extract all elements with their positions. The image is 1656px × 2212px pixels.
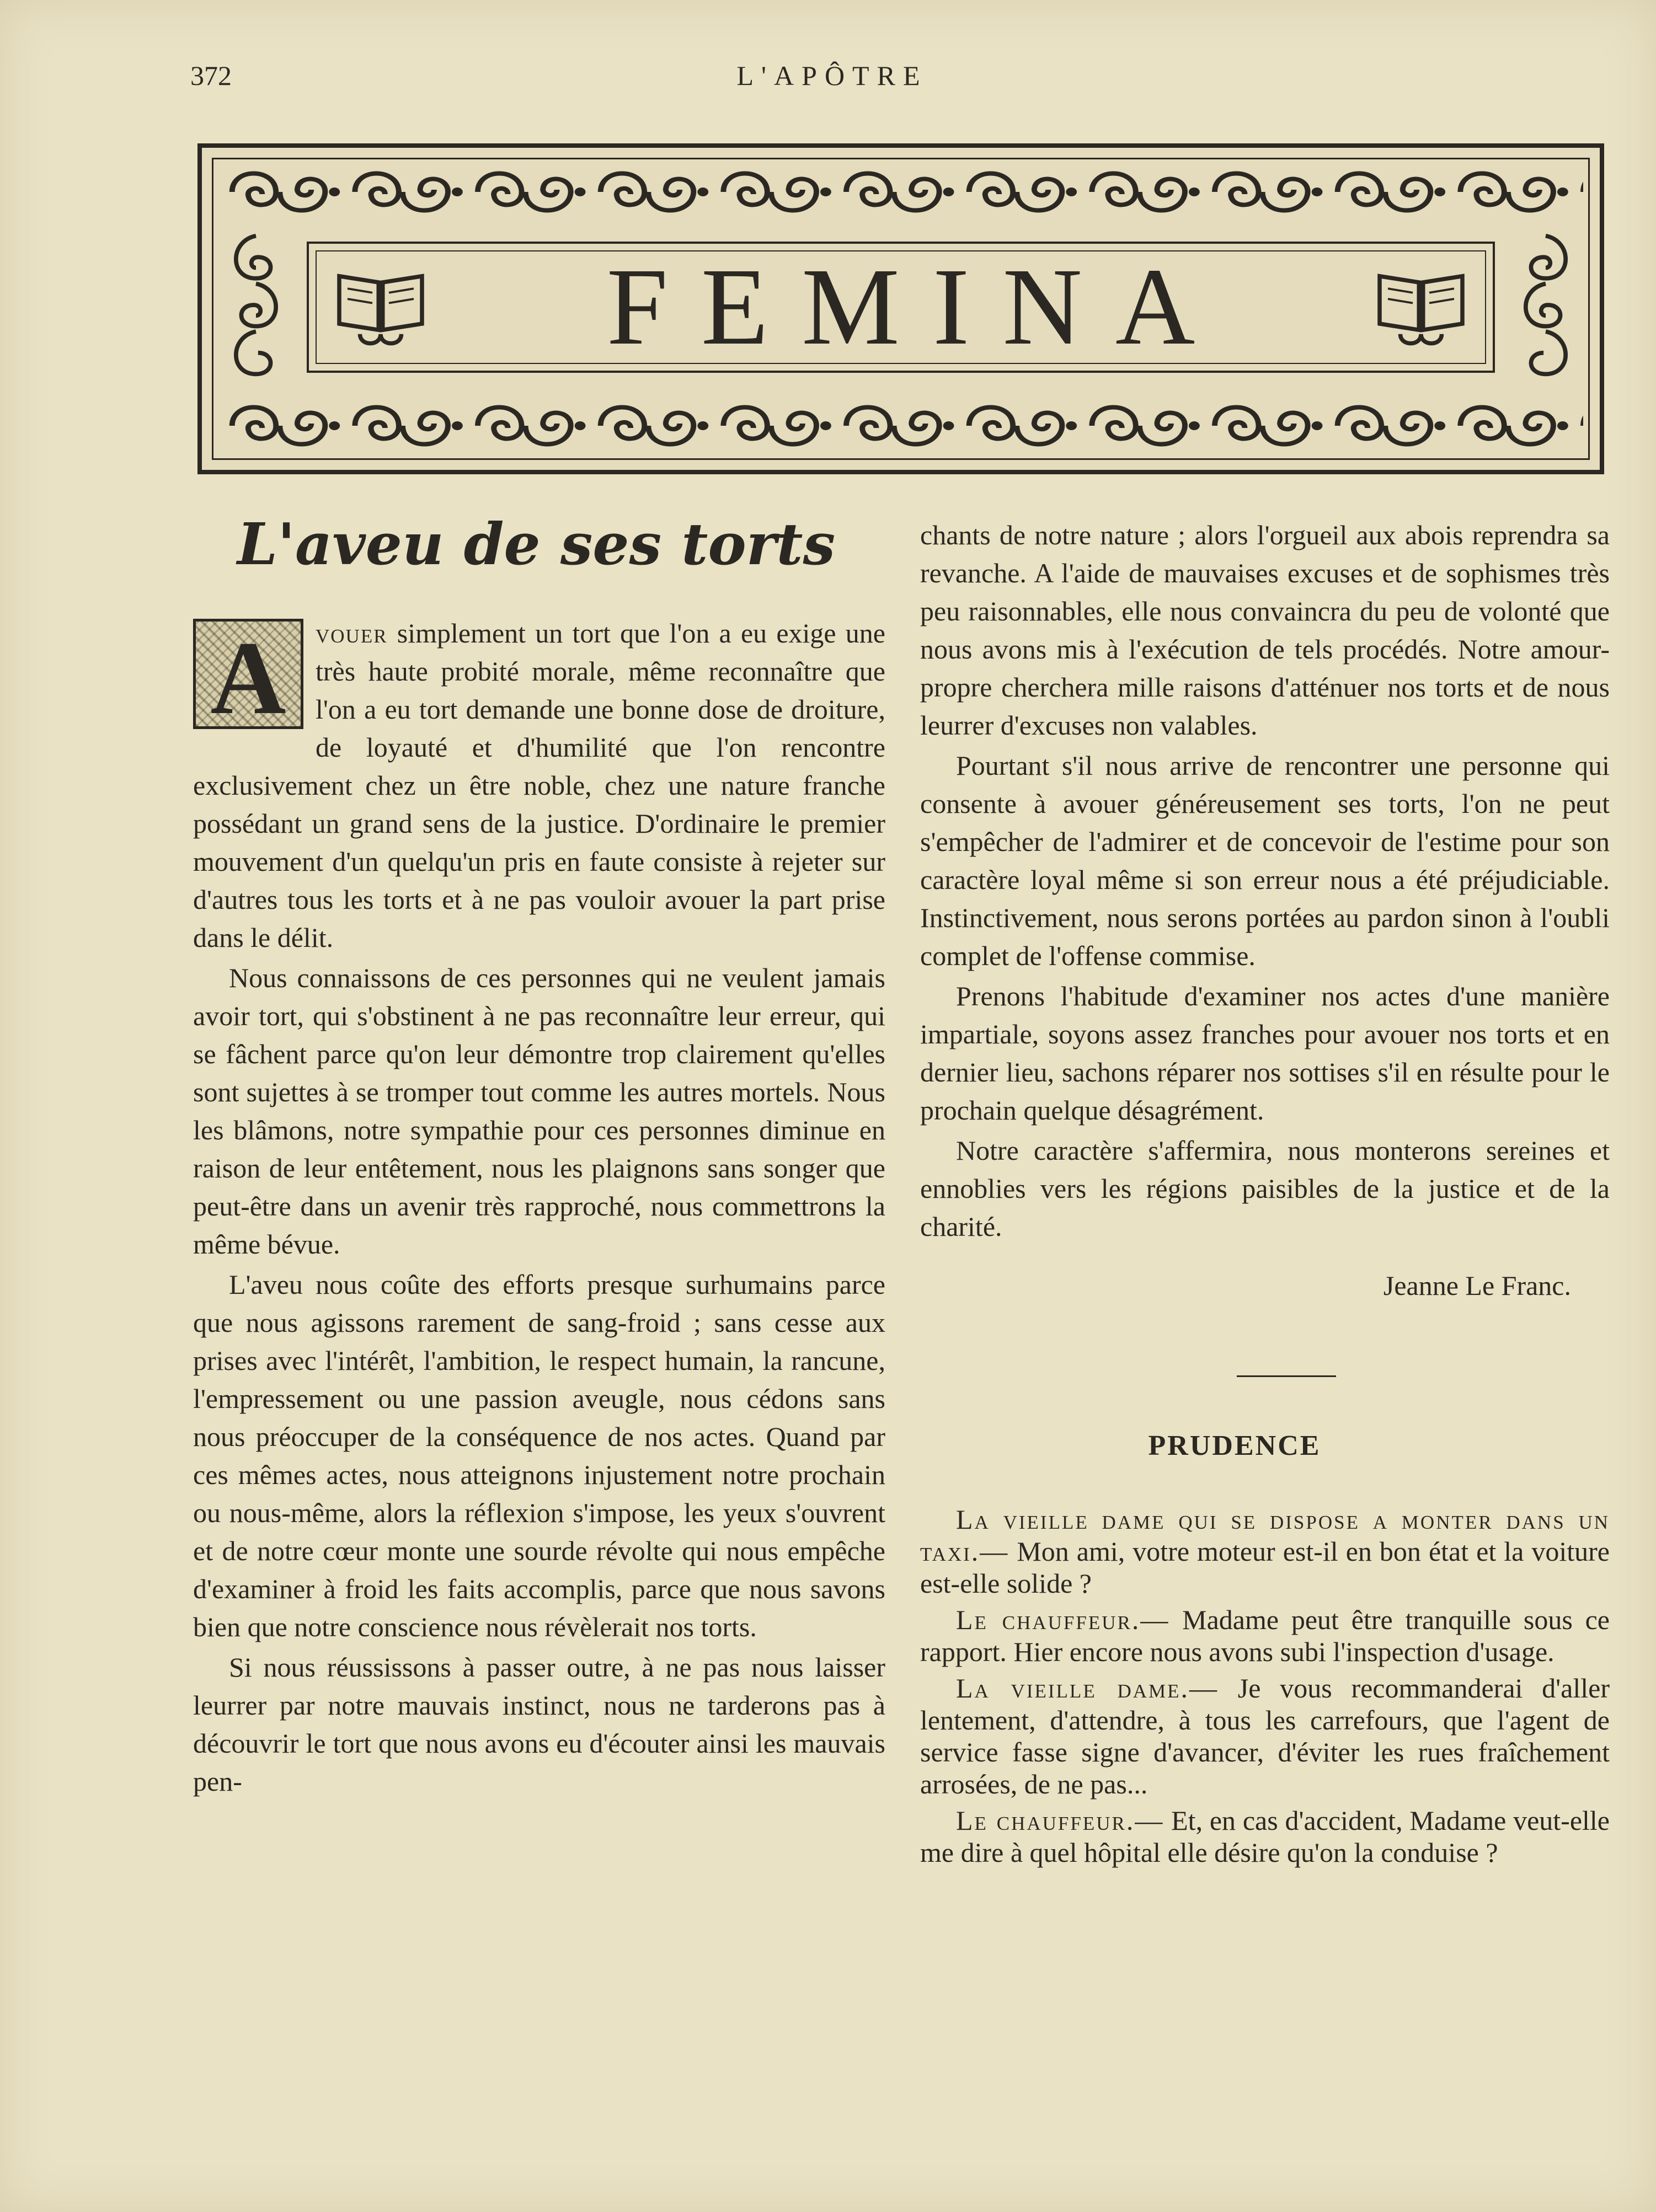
scroll-ornament-bottom [218, 393, 1583, 459]
paragraph: Nous connaissons de ces personnes qui ne veulent jamais avoir tort, qui s'obstinent à ne pas reconnaître leur erreur, qui se fâchent parce qu'on leur démontre trop clairement qu'elles sont sujettes à se tromper tout comme les autres mortels. Nous les blâmons, notre sympathie pour ces personnes diminue en raison de leur entêtement, nous les plaignons sans songer que peut-être dans un avenir très rapproché, nous commettrons la même bévue. [193, 962, 885, 1260]
first-paragraph-text: simplement un tort que l'on a eu exige une très haute probité morale, même reconnaître que l'on a eu tort demande une bonne dose de droiture, de loyauté et d'humilité que l'on rencontre exclusivement chez un être noble, chez une nature franche possédant un grand sens de la justice. D'ordinaire le premier mouvement d'un quelqu'un pris en faute consiste à rejeter sur d'autres tous les torts et à ne pas vouloir avouer la part prise dans le délit. [193, 618, 885, 954]
section-separator [1237, 1375, 1336, 1377]
speaker: La vieille dame qui se dispose a monter dans un taxi.— [920, 1504, 1610, 1567]
open-book-icon [325, 266, 436, 349]
page-number: 372 [190, 60, 232, 91]
paragraph-continuation: chants de notre nature ; alors l'orgueil aux abois reprendra sa revanche. A l'aide de mauvaises excuses et de sophismes très peu raisonnables, elle nous convaincra du peu de volonté que nous avons mis à l'exécution de tels procédés. Notre amour-propre cherchera mille raisons d'atténuer nos torts et de nous leurrer d'excuses non valables. [920, 519, 1610, 741]
dialogue-line [920, 1804, 1610, 1868]
scroll-ornament-right [1513, 231, 1579, 379]
section-heading: PRUDENCE [1148, 1430, 1321, 1461]
running-head [190, 60, 1474, 104]
scroll-ornament-left [223, 231, 289, 379]
drop-cap [193, 619, 303, 737]
dialogue-line [920, 1672, 1610, 1800]
masthead-title-panel [307, 242, 1495, 373]
drop-cap-letter: A [210, 620, 286, 737]
paragraph: L'aveu nous coûte des efforts presque surhumains parce que nous agissons rarement de sang-froid ; sans cesse aux prises avec l'intérêt, l'ambition, le respect humain, la rancune, l'empressement ou une passion aveugle, nous cédons sans nous préoccuper de la conséquence de nos actes. Quand par ces mêmes actes, nous atteignons injustement notre prochain ou nous-même, alors la réflexion s'impose, les yeux s'ouvrent et de notre cœur monte une sourde révolte qui nous empêche d'examiner à froid les faits accomplis, parce que nous savons bien que notre conscience nous révèlerait nos torts. [193, 1269, 885, 1643]
dialogue-line [920, 1503, 1610, 1599]
open-book-icon [1366, 266, 1476, 349]
dialogue-line [920, 1604, 1610, 1668]
scroll-ornament-top [218, 159, 1583, 225]
left-column [193, 510, 885, 1801]
speaker: Le chauffeur.— [956, 1805, 1164, 1836]
speaker: Le chauffeur.— [956, 1604, 1170, 1635]
paragraph: Notre caractère s'affermira, nous monterons sereines et ennoblies vers les régions paisibles de la justice et de la charité. [920, 1135, 1610, 1242]
paragraph: Si nous réussissons à passer outre, à ne pas nous laisser leurrer par notre mauvais instinct, nous ne tarderons pas à découvrir le tort que nous avons eu d'écouter ainsi les mauvais pen- [193, 1652, 885, 1797]
paragraph: Prenons l'habitude d'examiner nos actes d'une manière impartiale, soyons assez franches pour avouer nos torts et en dernier lieu, sachons réparer nos sottises s'il en résulte pour le prochain quelque désagrément. [920, 981, 1610, 1126]
first-paragraph [193, 614, 885, 957]
right-column [920, 516, 1610, 1873]
masthead-title: FEMINA [606, 246, 1228, 368]
paragraph: Pourtant s'il nous arrive de rencontrer une personne qui consente à avouer généreusement ses torts, l'on ne peut s'empêcher de l'admirer et de concevoir de l'estime pour son caractère loyal même si son erreur nous a été préjudiciable. Instinctivement, nous serons portées au pardon sinon à l'oubli complet de l'offense commise. [920, 750, 1610, 971]
dialogue-text: Madame peut être tranquille sous ce rapport. Hier encore nous avons subi l'inspection d'usage. [920, 1604, 1610, 1667]
dialogue [920, 1503, 1610, 1868]
femina-masthead [197, 143, 1604, 474]
author-signature: Jeanne Le Franc. [1383, 1270, 1571, 1301]
dialogue-text: Mon ami, votre moteur est-il en bon état et la voiture est-elle solide ? [920, 1536, 1610, 1599]
dialogue-text: Je vous recommanderai d'aller lentement, d'attendre, à tous les carrefours, que l'agent de service fasse signe d'avancer, d'éviter les rues fraîchement arrosées, de ne pas... [920, 1673, 1610, 1799]
speaker: La vieille dame.— [956, 1673, 1219, 1704]
dialogue-text: Et, en cas d'accident, Madame veut-elle me dire à quel hôpital elle désire qu'on la conduise ? [920, 1805, 1610, 1868]
journal-title: L'APÔTRE [736, 60, 928, 91]
article-title: L'aveu de ses torts [237, 510, 836, 578]
first-word-smallcaps: vouer [316, 618, 388, 649]
